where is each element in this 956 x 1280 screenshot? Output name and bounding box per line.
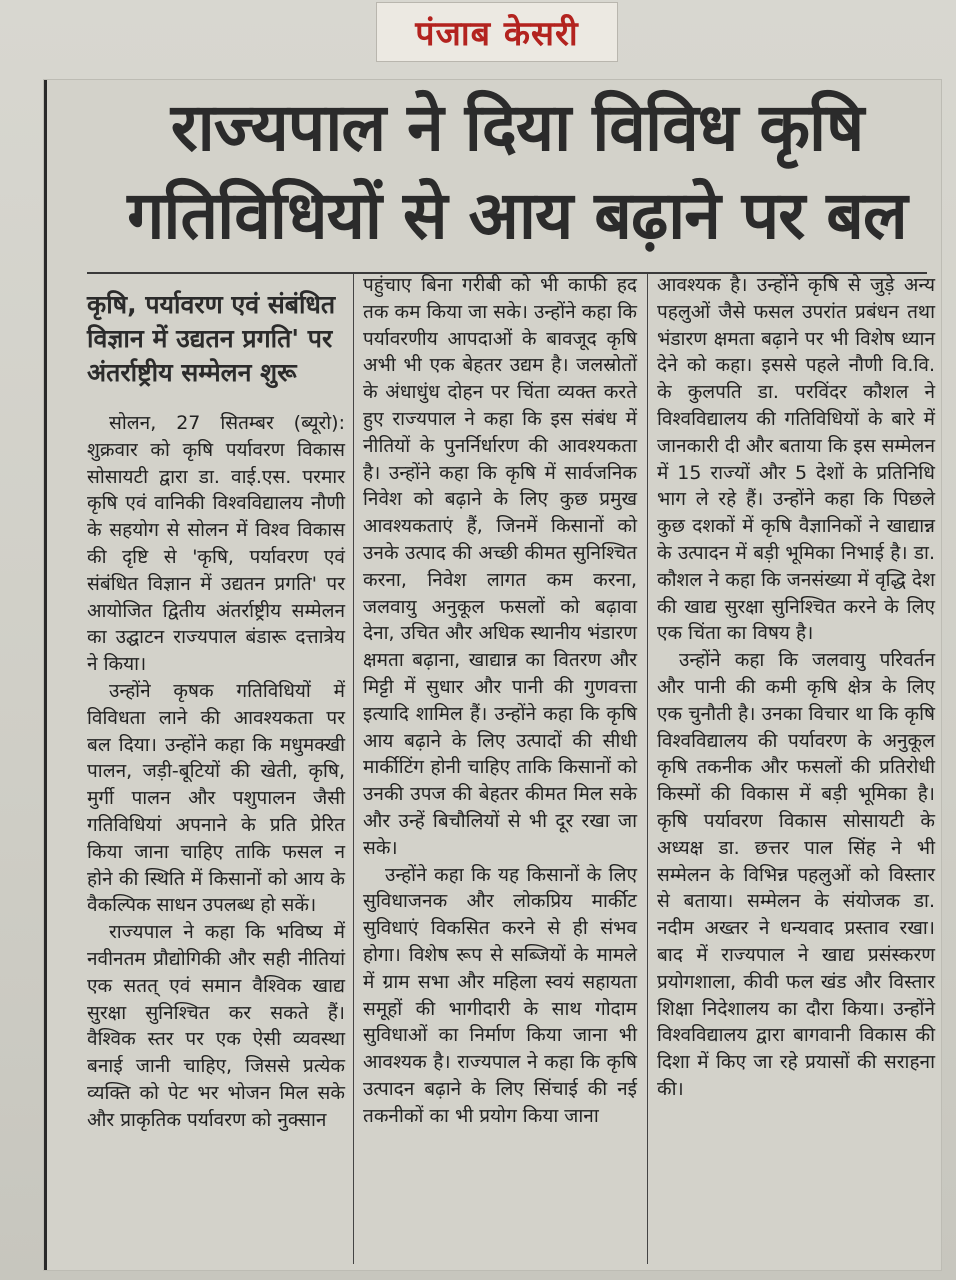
column-2-paragraph-2: उन्होंने कहा कि यह किसानों के लिए सुविधाजनक और लोकप्रिय मार्कीट सुविधाएं विकसित करने से ही संभव होगा। विशेष रूप से सब्जियों के मामले में ग्राम सभा और महिला स्वयं सहायता समूहों की भागीदारी के साथ गोदाम सुविधाओं का निर्माण किया जाना भी आवश्यक है। राज्यपाल ने कहा कि कृषि उत्पादन बढ़ाने के लिए सिंचाई की नई तकनीकों का भी प्रयोग किया जाना bbox=[363, 863, 637, 1127]
subheadline: कृषि, पर्यावरण एवं संबंधित विज्ञान में उद्यतन प्रगति' पर अंतर्राष्ट्रीय सम्मेलन शुरू bbox=[87, 290, 336, 387]
column-divider bbox=[647, 274, 648, 1264]
headline-line-2: गतिविधियों से आय बढ़ाने पर बल bbox=[127, 177, 907, 254]
headline-line-1: राज्यपाल ने दिया विविध कृषि bbox=[170, 89, 864, 166]
headline bbox=[107, 84, 927, 260]
article-column-1 bbox=[87, 272, 345, 1134]
column-1-paragraph-2: उन्होंने कृषक गतिविधियों में विविधता लाने की आवश्यकता पर बल दिया। उन्होंने कहा कि मधुमक्खी पालन, जड़ी-बूटियों की खेती, कृषि, मुर्गी पालन और पशुपालन जैसी गतिविधियां अपनाने के प्रति प्रेरित किया जाना चाहिए ताकि फसल न होने की स्थिति में किसानों को आय के वैकल्पिक साधन उपलब्ध हो सकें। bbox=[87, 679, 345, 917]
newspaper-masthead bbox=[376, 2, 618, 62]
column-2-paragraph-1: पहुंचाए बिना गरीबी को भी काफी हद तक कम किया जा सके। उन्होंने कहा कि पर्यावरणीय आपदाओं के बावजूद कृषि अभी भी एक बेहतर उद्यम है। जलस्रोतों के अंधाधुंध दोहन पर चिंता व्यक्त करते हुए राज्यपाल ने कहा कि इस संबंध में नीतियों के पुनर्निर्धारण की आवश्यकता है। उन्होंने कहा कि कृषि में सार्वजनिक निवेश को बढ़ाने के लिए कुछ प्रमुख आवश्यकताएं हैं, जिनमें किसानों को उनके उत्पाद की अच्छी कीमत सुनिश्चित करना, निवेश लागत कम करना, जलवायु अनुकूल फसलों को बढ़ावा देना, उचित और अधिक स्थानीय भंडारण क्षमता बढ़ाना, खाद्यान्न का वितरण और मिट्टी में सुधार और पानी की गुणवत्ता इत्यादि शामिल हैं। उन्होंने कहा कि कृषि आय बढ़ाने के लिए उत्पादों की सीधी मार्कीटिंग होनी चाहिए ताकि किसानों को उनकी उपज की बेहतर कीमत मिल सके और उन्हें बिचौलियों से भी दूर रखा जा सके। bbox=[363, 274, 637, 859]
column-1-paragraph-3: राज्यपाल ने कहा कि भविष्य में नवीनतम प्रौद्योगिकी और सही नीतियां एक सतत् एवं समान वैश्विक खाद्य सुरक्षा सुनिश्चित कर सकते हैं। वैश्विक स्तर पर एक ऐसी व्यवस्था बनाई जानी चाहिए, जिससे प्रत्येक व्यक्ति को पेट भर भोजन मिल सके और प्राकृतिक पर्यावरण को नुक्सान bbox=[87, 921, 345, 1131]
article-column-3 bbox=[657, 272, 935, 1103]
column-3-paragraph-1: आवश्यक है। उन्होंने कृषि से जुड़े अन्य पहलुओं जैसे फसल उपरांत प्रबंधन तथा भंडारण क्षमता बढ़ाने पर भी विशेष ध्यान देने को कहा। इससे पहले नौणी वि.वि. के कुलपति डा. परविंदर कौशल ने विश्वविद्यालय की गतिविधियों के बारे में जानकारी दी और बताया कि इस सम्मेलन में 15 राज्यों और 5 देशों के प्रतिनिधि भाग ले रहे हैं। उन्होंने कहा कि पिछले कुछ दशकों में कृषि वैज्ञानिकों ने खाद्यान्न के उत्पादन में बड़ी भूमिका निभाई है। डा. कौशल ने कहा कि जनसंख्या में वृद्धि देश की खाद्य सुरक्षा सुनिश्चित करने के लिए एक चिंता का विषय है। bbox=[657, 274, 935, 645]
article-column-2 bbox=[363, 272, 637, 1130]
column-divider bbox=[353, 274, 354, 1264]
column-1-paragraph-1: सोलन, 27 सितम्बर (ब्यूरो): शुक्रवार को कृषि पर्यावरण विकास सोसायटी द्वारा डा. वाई.एस. परमार कृषि एवं वानिकी विश्वविद्यालय नौणी के सहयोग से सोलन में विश्व विकास की दृष्टि से 'कृषि, पर्यावरण एवं संबंधित विज्ञान में उद्यतन प्रगति' पर आयोजित द्वितीय अंतर्राष्ट्रीय सम्मेलन का उद्घाटन राज्यपाल बंडारू दत्तात्रेय ने किया। bbox=[87, 412, 345, 676]
column-3-paragraph-2: उन्होंने कहा कि जलवायु परिवर्तन और पानी की कमी कृषि क्षेत्र के लिए एक चुनौती है। उनका विचार था कि कृषि विश्वविद्यालय की पर्यावरण के अनुकूल कृषि तकनीक और फसलों की प्रतिरोधी किस्मों की विकास में बड़ी भूमिका है। कृषि पर्यावरण विकास सोसायटी के अध्यक्ष डा. छत्तर पाल सिंह ने भी सम्मेलन के विभिन्न पहलुओं को विस्तार से बताया। सम्मेलन के संयोजक डा. नदीम अख्तर ने धन्यवाद प्रस्ताव रखा। बाद में राज्यपाल ने खाद्य प्रसंस्करण प्रयोगशाला, कीवी फल खंड और विस्तार शिक्षा निदेशालय का दौरा किया। उन्होंने विश्वविद्यालय द्वारा बागवानी विकास की दिशा में किए जा रहे प्रयासों की सराहना की। bbox=[657, 649, 935, 1100]
news-clipping bbox=[44, 80, 941, 1270]
masthead-title: पंजाब केसरी bbox=[415, 14, 579, 54]
